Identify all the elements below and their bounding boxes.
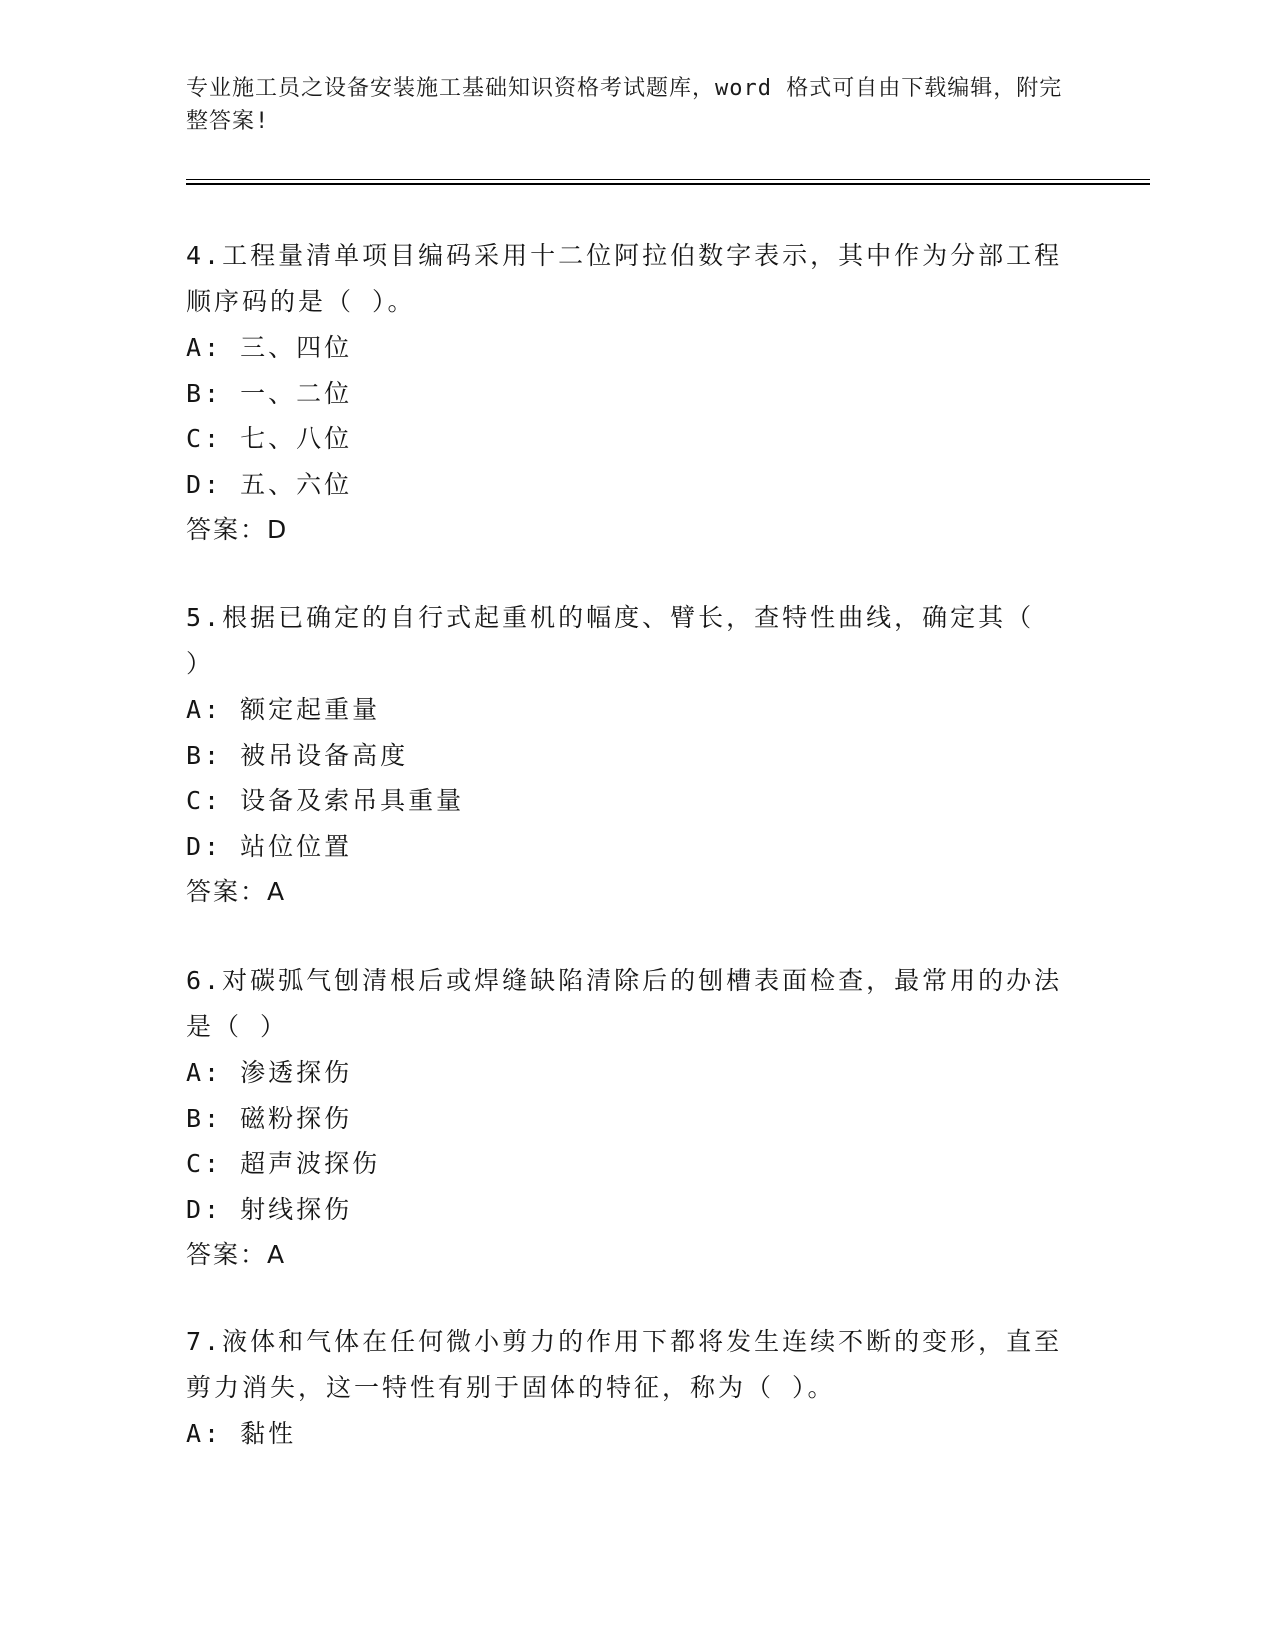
option-c: C: 设备及索吊具重量 — [186, 786, 465, 815]
question-stem: 7.液体和气体在任何微小剪力的作用下都将发生连续不断的变形，直至剪力消失，这一特性有别于固体的特征，称为（ ）。 — [186, 1327, 1063, 1402]
answer: 答案：A — [186, 1240, 287, 1269]
option-a: A: 黏性 — [186, 1419, 297, 1448]
option-d: D: 五、六位 — [186, 469, 353, 499]
answer: 答案：D — [186, 515, 289, 544]
question-4 — [186, 233, 1066, 553]
header-divider-thin — [186, 179, 1150, 180]
header-divider-thick — [186, 183, 1150, 185]
answer: 答案：A — [186, 877, 287, 906]
question-stem: 5.根据已确定的自行式起重机的幅度、臂长，查特性曲线，确定其（ ） — [186, 603, 1035, 678]
option-d: D: 射线探伤 — [186, 1194, 353, 1224]
question-7 — [186, 1319, 1066, 1457]
question-6 — [186, 958, 1066, 1278]
question-5 — [186, 595, 1066, 915]
option-b: B: 一、二位 — [186, 378, 353, 408]
option-d: D: 站位位置 — [186, 831, 353, 861]
option-c: C: 超声波探伤 — [186, 1149, 381, 1178]
question-stem: 6.对碳弧气刨清根后或焊缝缺陷清除后的刨槽表面检查，最常用的办法是（ ） — [186, 966, 1063, 1041]
option-b: B: 被吊设备高度 — [186, 740, 409, 770]
option-c: C: 七、八位 — [186, 424, 353, 453]
question-stem: 4.工程量清单项目编码采用十二位阿拉伯数字表示，其中作为分部工程顺序码的是（ ）。 — [186, 241, 1063, 316]
option-b: B: 磁粉探伤 — [186, 1103, 353, 1133]
option-a: A: 额定起重量 — [186, 695, 381, 724]
document-header: 专业施工员之设备安装施工基础知识资格考试题库，word 格式可自由下载编辑，附完整答案! — [186, 76, 1063, 134]
option-a: A: 三、四位 — [186, 333, 353, 362]
option-a: A: 渗透探伤 — [186, 1058, 353, 1087]
